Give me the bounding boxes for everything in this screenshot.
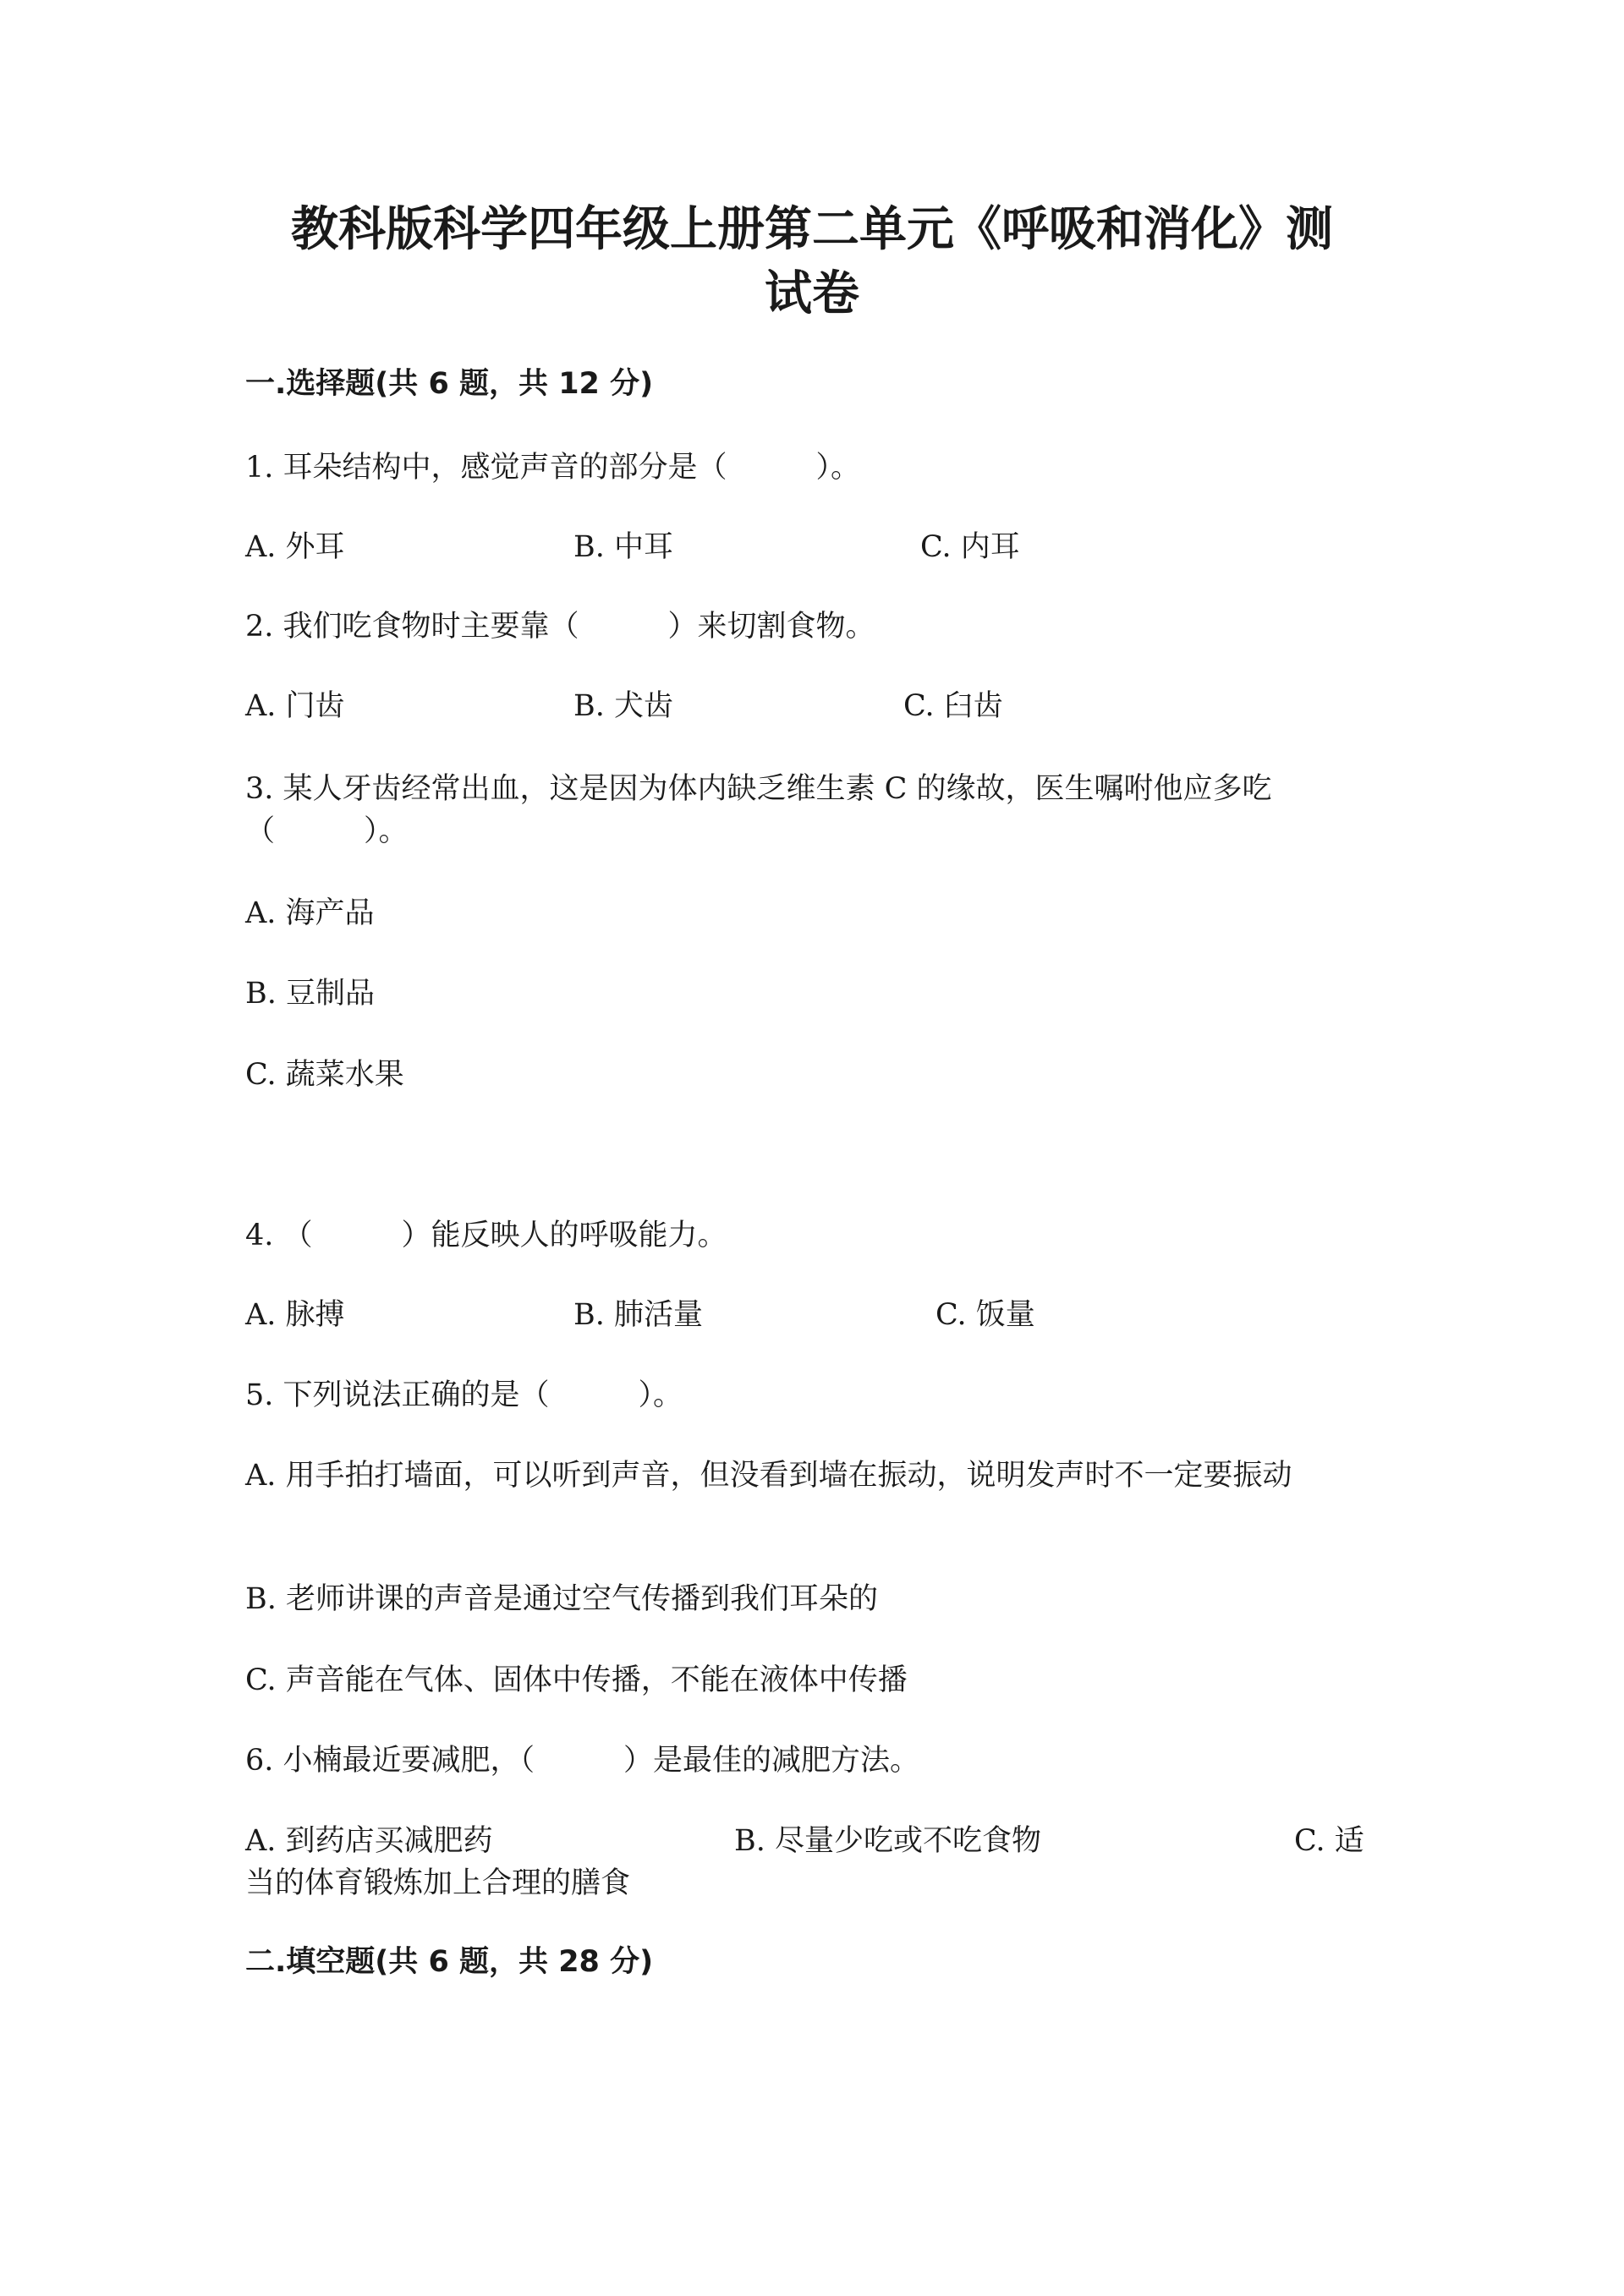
question-6-option-b: B. 尽量少吃或不吃食物 [734, 1824, 1041, 1858]
question-5-text: 5. 下列说法正确的是（ ）。 [245, 1378, 683, 1412]
question-3-option-a: A. 海产品 [245, 896, 375, 930]
question-4-option-b: B. 肺活量 [573, 1298, 703, 1332]
question-4-option-c: C. 饭量 [935, 1298, 1035, 1332]
question-5-option-a: A. 用手拍打墙面，可以听到声音，但没看到墙在振动，说明发声时不一定要振动 [245, 1459, 1292, 1493]
question-2-option-b: B. 犬齿 [573, 689, 673, 723]
question-6-option-c: C. 适 [1294, 1824, 1364, 1858]
exam-title [245, 198, 1379, 326]
section-heading-choice: 一.选择题(共 6 题，共 12 分) [245, 367, 654, 401]
question-1-option-a: A. 外耳 [245, 530, 345, 564]
exam-title-line-1: 教科版科学四年级上册第二单元《呼吸和消化》测 [291, 202, 1333, 257]
question-4-text: 4. （ ）能反映人的呼吸能力。 [245, 1219, 727, 1252]
question-2-option-a: A. 门齿 [245, 689, 345, 723]
exam-title-line-2: 试卷 [765, 266, 859, 321]
section-heading-fill-blank: 二.填空题(共 6 题，共 28 分) [245, 1945, 654, 1979]
question-3-option-b: B. 豆制品 [245, 977, 375, 1011]
question-5-option-b: B. 老师讲课的声音是通过空气传播到我们耳朵的 [245, 1582, 878, 1616]
question-3-option-c: C. 蔬菜水果 [245, 1058, 404, 1092]
question-2-option-c: C. 臼齿 [903, 689, 1003, 723]
question-3-text-line-2: （ ）。 [245, 814, 409, 848]
question-1-option-b: B. 中耳 [573, 530, 673, 564]
question-6-text: 6. 小楠最近要减肥，（ ）是最佳的减肥方法。 [245, 1744, 920, 1778]
question-6-option-a: A. 到药店买减肥药 [245, 1824, 493, 1858]
question-4-option-a: A. 脉搏 [245, 1298, 345, 1332]
question-2-text: 2. 我们吃食物时主要靠（ ）来切割食物。 [245, 610, 875, 644]
question-1-option-c: C. 内耳 [920, 530, 1020, 564]
question-1-text: 1. 耳朵结构中，感觉声音的部分是（ ）。 [245, 451, 861, 485]
question-3-text-line-1: 3. 某人牙齿经常出血，这是因为体内缺乏维生素 C 的缘故，医生嘱咐他应多吃 [245, 772, 1272, 806]
question-6-option-c-continued: 当的体育锻炼加上合理的膳食 [245, 1866, 631, 1900]
question-5-option-c: C. 声音能在气体、固体中传播，不能在液体中传播 [245, 1663, 908, 1697]
